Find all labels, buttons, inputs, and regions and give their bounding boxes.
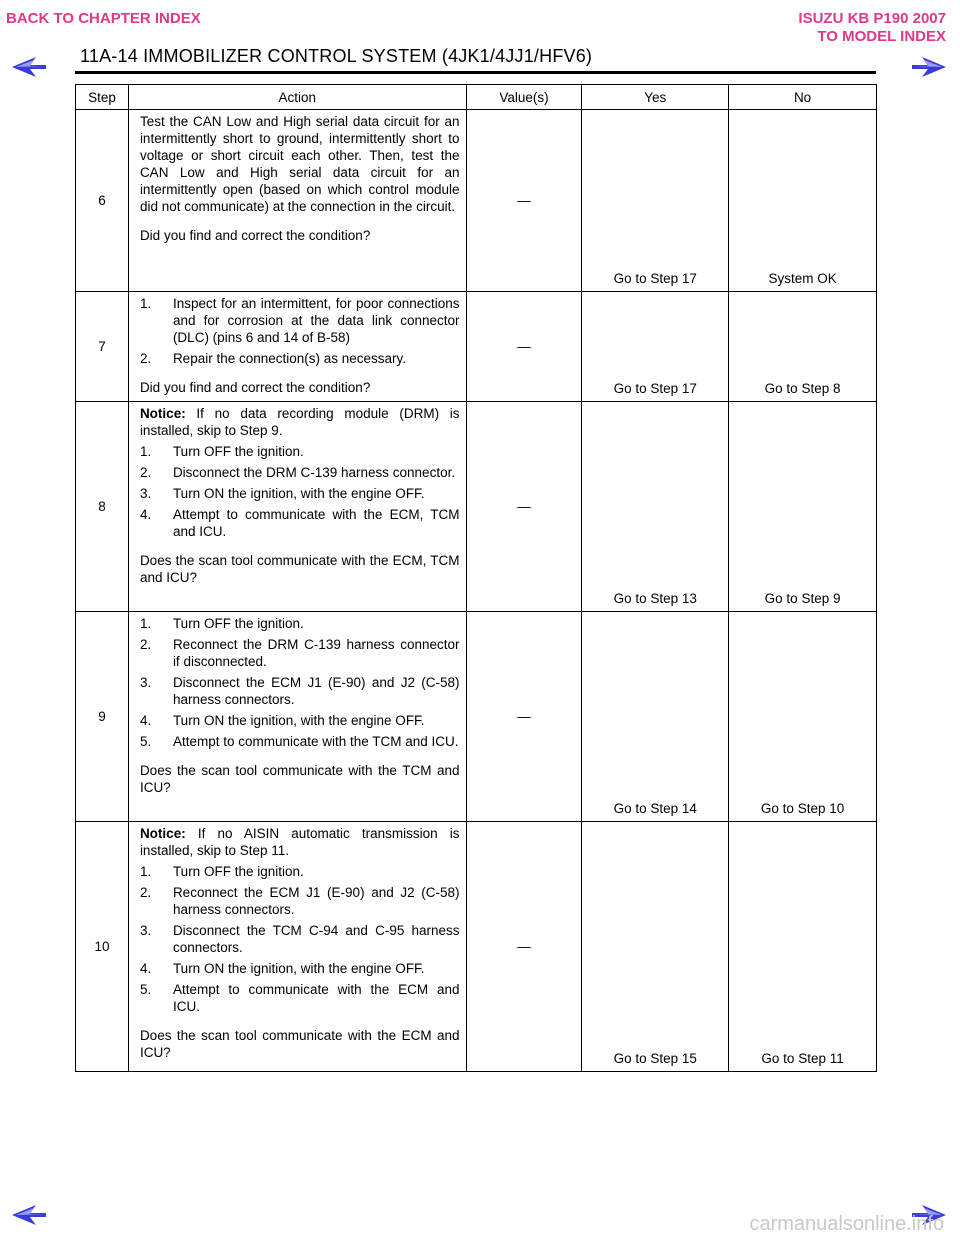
next-page-arrow-icon[interactable]: [910, 54, 948, 80]
yes-cell: Go to Step 17: [582, 110, 729, 292]
list-item: 5. Attempt to communicate with the ECM and ICU.: [139, 982, 460, 1014]
list-item: 4. Turn ON the ignition, with the engine OFF.: [139, 961, 425, 976]
no-cell: Go to Step 10: [729, 612, 877, 822]
list-item: 1. Turn OFF the ignition.: [139, 616, 304, 631]
list-item: 4. Turn ON the ignition, with the engine OFF.: [139, 713, 425, 728]
action-question: Does the scan tool communicate with the TCM and ICU?: [139, 763, 460, 795]
table-row: [76, 292, 877, 402]
procedure-table: [75, 84, 877, 1072]
column-header-step: Step: [76, 85, 129, 110]
action-text: Test the CAN Low and High serial data circuit for an intermittently short to ground, intermittently short to voltage or short circuit each other. Then, test the CAN Low and High serial data circuit for an intermittently open (based on which control module did not communicate) at the connection in the circuit.: [139, 114, 460, 214]
list-item: 5. Attempt to communicate with the TCM and ICU.: [139, 734, 459, 749]
value-cell: —: [466, 402, 582, 612]
list-item: 1. Turn OFF the ignition.: [139, 864, 304, 879]
action-question: Did you find and correct the condition?: [139, 380, 371, 395]
action-question: Did you find and correct the condition?: [139, 228, 371, 243]
no-cell: Go to Step 9: [729, 402, 877, 612]
table-row: [76, 402, 877, 612]
table-header-row: [76, 85, 877, 110]
action-cell: [128, 612, 466, 822]
list-item: 3. Disconnect the TCM C-94 and C-95 harness connectors.: [139, 923, 460, 955]
list-item: 2. Reconnect the ECM J1 (E-90) and J2 (C-58) harness connectors.: [139, 885, 460, 917]
previous-page-arrow-bottom-icon[interactable]: [10, 1202, 48, 1228]
no-cell: Go to Step 8: [729, 292, 877, 402]
watermark: carmanualsonline.info: [749, 1213, 944, 1235]
column-header-yes: Yes: [582, 85, 729, 110]
list-item: 2. Disconnect the DRM C-139 harness connector.: [139, 465, 456, 480]
list-item: 2. Repair the connection(s) as necessary.: [139, 351, 407, 366]
column-header-action: Action: [128, 85, 466, 110]
no-cell: System OK: [729, 110, 877, 292]
list-item: 1. Turn OFF the ignition.: [139, 444, 304, 459]
value-cell: —: [466, 612, 582, 822]
action-list: [140, 295, 460, 367]
value-cell: —: [466, 292, 582, 402]
action-cell: [128, 110, 466, 292]
table-row: [76, 612, 877, 822]
yes-cell: Go to Step 15: [582, 822, 729, 1072]
action-question: Does the scan tool communicate with the ECM and ICU?: [139, 1028, 460, 1060]
notice-label: Notice:: [139, 406, 186, 421]
yes-cell: Go to Step 14: [582, 612, 729, 822]
step-number: 7: [76, 292, 129, 402]
list-item: 3. Turn ON the ignition, with the engine OFF.: [139, 486, 425, 501]
action-list: [140, 863, 460, 1015]
step-number: 9: [76, 612, 129, 822]
to-model-index-link[interactable]: TO MODEL INDEX: [817, 28, 946, 45]
list-item: 1. Inspect for an intermittent, for poor connections and for corrosion at the data link connector (DLC) (pins 6 and 14 of B-58): [139, 296, 460, 345]
no-cell: Go to Step 11: [729, 822, 877, 1072]
value-cell: —: [466, 110, 582, 292]
column-header-values: Value(s): [466, 85, 582, 110]
table-row: [76, 822, 877, 1072]
action-question: Does the scan tool communicate with the ECM, TCM and ICU?: [139, 553, 460, 585]
page-header: 11A-14 IMMOBILIZER CONTROL SYSTEM (4JK1/4JJ1/HFV6): [80, 46, 593, 66]
column-header-no: No: [729, 85, 877, 110]
step-number: 8: [76, 402, 129, 612]
action-list: [140, 615, 460, 750]
action-cell: [128, 292, 466, 402]
action-cell: [128, 822, 466, 1072]
list-item: 3. Disconnect the ECM J1 (E-90) and J2 (C-58) harness connectors.: [139, 675, 460, 707]
notice-text: Notice: If no AISIN automatic transmission is installed, skip to Step 11.: [139, 826, 460, 858]
step-number: 6: [76, 110, 129, 292]
notice-label: Notice:: [139, 826, 186, 841]
yes-cell: Go to Step 17: [582, 292, 729, 402]
back-to-chapter-index-link[interactable]: BACK TO CHAPTER INDEX: [6, 10, 201, 27]
step-number: 10: [76, 822, 129, 1072]
yes-cell: Go to Step 13: [582, 402, 729, 612]
table-row: [76, 110, 877, 292]
value-cell: —: [466, 822, 582, 1072]
previous-page-arrow-icon[interactable]: [10, 54, 48, 80]
list-item: 4. Attempt to communicate with the ECM, TCM and ICU.: [139, 507, 460, 539]
header-rule: [75, 71, 876, 74]
model-title-link[interactable]: ISUZU KB P190 2007: [798, 10, 946, 27]
list-item: 2. Reconnect the DRM C-139 harness connector if disconnected.: [139, 637, 460, 669]
notice-text: Notice: If no data recording module (DRM) is installed, skip to Step 9.: [139, 406, 460, 438]
action-cell: [128, 402, 466, 612]
action-list: [140, 443, 460, 540]
